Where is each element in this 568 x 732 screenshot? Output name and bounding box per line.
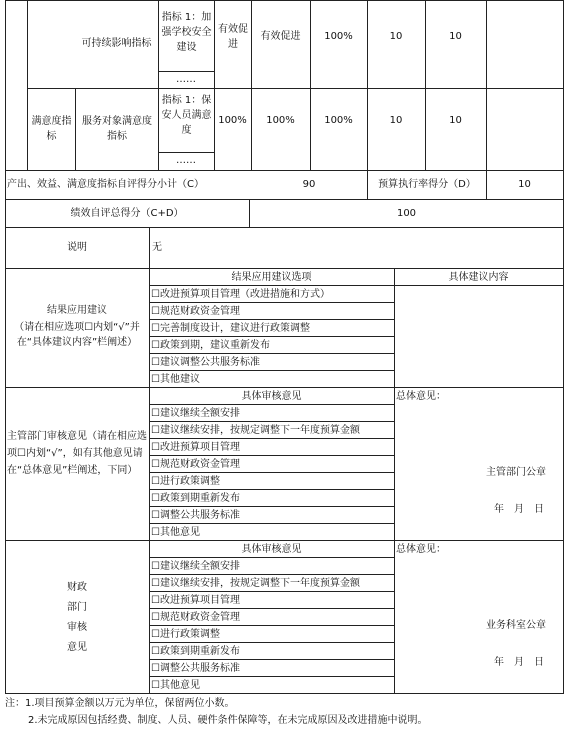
total-score-label: 绩效自评总得分（C+D） (70, 208, 184, 219)
rule (5, 170, 564, 171)
indicator2-label: 指标 1：保安人员满意度 (161, 95, 212, 136)
rule (27, 88, 564, 89)
satisfaction-label: 满意度指标 (31, 116, 72, 142)
finance-option[interactable]: ☐改进预算项目管理 (151, 595, 240, 606)
dept-seal: 主管部门公章 (486, 467, 546, 478)
footnote: 注：1.项目预算金额以万元为单位，保留两位小数。 (5, 698, 235, 709)
dept-overall-header: 总体意见： (396, 391, 446, 402)
dept-option[interactable]: ☐建议继续全额安排 (151, 408, 240, 419)
result-option[interactable]: ☐规范财政资金管理 (151, 306, 240, 317)
dept-option[interactable]: ☐调整公共服务标准 (151, 510, 240, 521)
rule (486, 0, 487, 170)
finance-seal: 业务科室公章 (486, 620, 546, 631)
rule (5, 693, 564, 694)
rule (214, 0, 215, 170)
finance-label-line: 部门 (67, 602, 87, 613)
indicator2-weight: 10 (389, 115, 403, 126)
finance-review-header: 具体审核意见 (241, 544, 302, 555)
indicator1-weight: 10 (389, 31, 403, 42)
result-label-hint: （请在相应选项☐内划“√”并在“具体建议内容”栏阐述） (14, 322, 140, 348)
dept-option[interactable]: ☐进行政策调整 (151, 476, 220, 487)
result-option[interactable]: ☐建议调整公共服务标准 (151, 357, 260, 368)
indicator1-label: 指标 1：加强学校安全建设 (161, 12, 212, 53)
indicator2-actual: 100% (266, 115, 295, 126)
indicator2-target: 100% (218, 115, 247, 126)
rule (75, 88, 76, 170)
rule (27, 0, 28, 170)
dept-review-header: 具体审核意见 (241, 391, 302, 402)
result-options-header: 结果应用建议选项 (231, 272, 312, 283)
budget-rate-label: 预算执行率得分（D） (378, 179, 476, 190)
rule (5, 0, 564, 1)
finance-option[interactable]: ☐进行政策调整 (151, 629, 220, 640)
rule (425, 0, 426, 170)
result-option[interactable]: ☐完善制度设计，建议进行政策调整 (151, 323, 310, 334)
sustain-indicator-label: 可持续影响指标 (81, 38, 152, 49)
finance-option[interactable]: ☐政策到期重新发布 (151, 646, 240, 657)
rule (251, 0, 252, 170)
subtotal-label: 产出、效益、满意度指标自评得分小计（C） (7, 179, 204, 190)
result-option[interactable]: ☐政策到期，建议重新发布 (151, 340, 270, 351)
result-content-header: 具体建议内容 (448, 272, 509, 283)
finance-option[interactable]: ☐规范财政资金管理 (151, 612, 240, 623)
rule (149, 227, 150, 693)
finance-option[interactable]: ☐建议继续全额安排 (151, 561, 240, 572)
rule (394, 268, 395, 693)
rule (310, 0, 311, 170)
rule (5, 268, 564, 269)
finance-option[interactable]: ☐建议继续安排，按规定调整下一年度预算金额 (151, 578, 360, 589)
ellipsis: …… (176, 74, 196, 85)
indicator2-rate: 100% (324, 115, 353, 126)
finance-overall-header: 总体意见： (396, 544, 446, 555)
finance-option[interactable]: ☐调整公共服务标准 (151, 663, 240, 674)
finance-label-line: 意见 (67, 642, 87, 653)
dept-option[interactable]: ☐改进预算项目管理 (151, 442, 240, 453)
indicator2-score: 10 (449, 115, 462, 126)
result-option[interactable]: ☐改进预算项目管理（改进措施和方式） (151, 289, 330, 300)
budget-rate-value: 10 (518, 179, 531, 190)
finance-option[interactable]: ☐其他意见 (151, 680, 200, 691)
dept-date: 年 月 日 (494, 504, 544, 515)
dept-review-label: 主管部门审核意见（请在相应选项☐内划“√”，如有其他意见请在“总体意见”栏阐述，下同） (7, 431, 147, 476)
result-option[interactable]: ☐其他建议 (151, 374, 200, 385)
indicator1-rate: 100% (324, 31, 353, 42)
rule (5, 387, 564, 388)
finance-label-line: 财政 (67, 582, 87, 593)
rule (5, 199, 564, 200)
explain-value: 无 (152, 242, 162, 253)
explain-label: 说明 (67, 242, 87, 253)
dept-option[interactable]: ☐规范财政资金管理 (151, 459, 240, 470)
rule (5, 540, 564, 541)
rule (563, 0, 564, 693)
rule (367, 0, 368, 170)
footnote: 2.未完成原因包括经费、制度、人员、硬件条件保障等，在未完成原因及改进措施中说明。 (28, 715, 428, 726)
dept-option[interactable]: ☐建议继续安排，按规定调整下一年度预算金额 (151, 425, 360, 436)
indicator1-target: 有效促进 (218, 24, 248, 50)
finance-date: 年 月 日 (494, 657, 544, 668)
finance-label-line: 审核 (67, 622, 87, 633)
rule (5, 227, 564, 228)
indicator1-score: 10 (449, 31, 462, 42)
service-satisfaction-label: 服务对象满意度指标 (82, 116, 152, 142)
ellipsis: …… (176, 155, 196, 166)
dept-option[interactable]: ☐政策到期重新发布 (151, 493, 240, 504)
indicator1-actual: 有效促进 (260, 31, 301, 42)
result-label-title: 结果应用建议 (47, 305, 107, 316)
subtotal-value: 90 (302, 179, 316, 190)
total-score-value: 100 (396, 208, 417, 219)
dept-option[interactable]: ☐其他意见 (151, 527, 200, 538)
